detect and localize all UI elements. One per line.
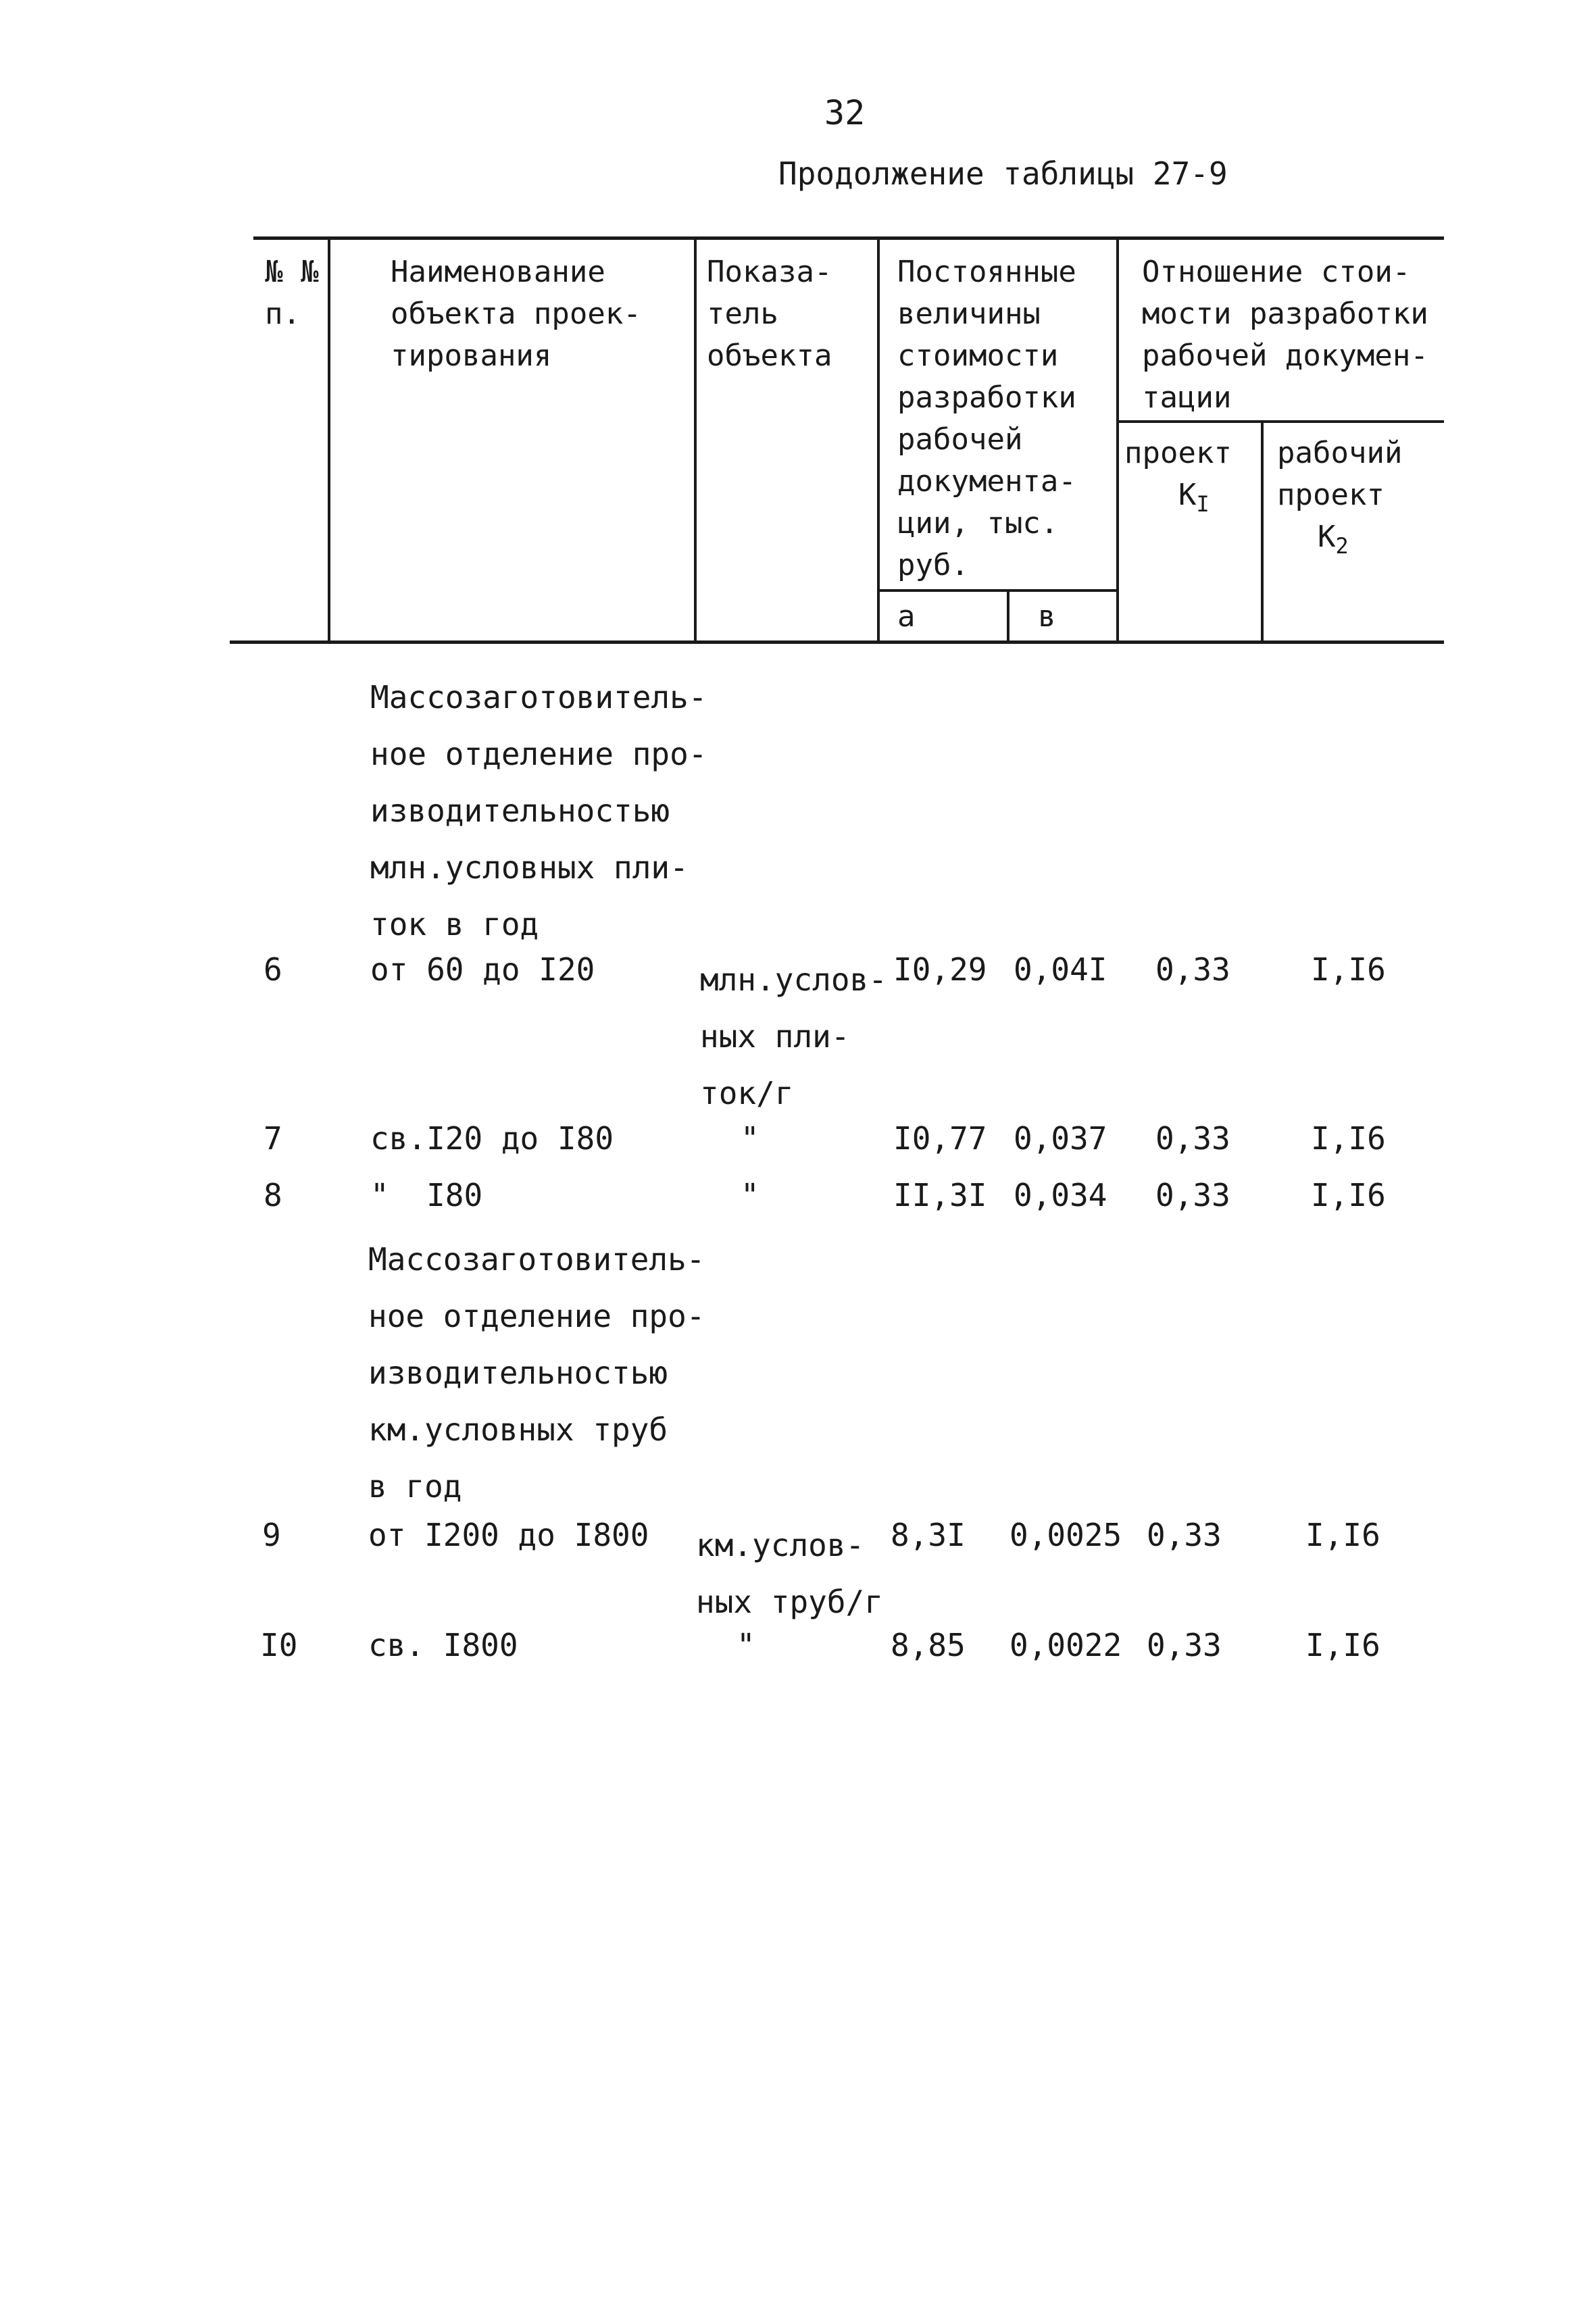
page-number: 32 [824, 93, 866, 132]
row-value-a: 8,85 [891, 1627, 966, 1663]
table-row [0, 1517, 1596, 1620]
header-object-indicator: Показа- тель объекта [707, 255, 832, 373]
header-cost-ratio: Отношение стои- мости разработки рабочей докумен- тации [1142, 255, 1428, 415]
row-k1: 0,33 [1147, 1627, 1222, 1663]
row-value-a: I0,29 [893, 951, 987, 988]
col-divider-3 [877, 236, 880, 642]
table-row [0, 1120, 1596, 1167]
section-title: Массозаготовитель- ное отделение про- изводительностью млн.условных пли- ток в год [370, 679, 707, 942]
row-k2: I,I6 [1305, 1517, 1380, 1553]
row-indicator: " [741, 1120, 759, 1157]
row-value-a: 8,3I [891, 1517, 966, 1553]
row-value-b: 0,034 [1014, 1177, 1107, 1213]
row-value-b: 0,0025 [1009, 1517, 1122, 1553]
row-k2: I,I6 [1311, 1120, 1386, 1157]
table-row [0, 1627, 1596, 1674]
header-object-name: Наименование объекта проек- тирования [391, 255, 641, 373]
header-constant-values: Постоянные величины стоимости разработки рабочей документа- ции, тыс. руб. [897, 255, 1076, 582]
row-object-name: " I80 [370, 1177, 483, 1213]
row-object-name: св. I800 [368, 1627, 518, 1663]
row-k1: 0,33 [1155, 1177, 1230, 1213]
row-number: I0 [260, 1627, 298, 1663]
row-k2: I,I6 [1311, 951, 1386, 988]
row-number: 8 [264, 1177, 282, 1213]
row-value-a: II,3I [893, 1177, 987, 1213]
row-object-name: св.I20 до I80 [370, 1120, 614, 1157]
constants-subheader-rule [878, 589, 1118, 592]
row-k2: I,I6 [1305, 1627, 1380, 1663]
header-number: № № п. [265, 255, 319, 331]
header-top-rule [253, 236, 1444, 240]
section-title: Массозаготовитель- ное отделение про- изводительностью км.условных труб в год [368, 1241, 705, 1505]
row-value-a: I0,77 [893, 1120, 987, 1157]
row-value-b: 0,037 [1014, 1120, 1107, 1157]
row-number: 7 [264, 1120, 282, 1157]
header-subcolumn-b: в [1038, 599, 1056, 634]
row-number: 6 [264, 951, 282, 988]
col-divider-k [1261, 420, 1264, 642]
row-object-name: от I200 до I800 [368, 1517, 649, 1553]
row-number: 9 [262, 1517, 281, 1553]
header-subcolumn-a: а [897, 599, 916, 634]
row-k1: 0,33 [1147, 1517, 1222, 1553]
col-divider-1 [328, 236, 330, 642]
row-object-name: от 60 до I20 [370, 951, 595, 988]
table-continuation-caption: Продолжение таблицы 27-9 [778, 155, 1228, 192]
row-k1: 0,33 [1155, 951, 1230, 988]
row-value-b: 0,0022 [1009, 1627, 1122, 1663]
row-value-b: 0,04I [1014, 951, 1107, 988]
row-indicator: км.услов- ных труб/г [696, 1527, 883, 1620]
ratio-subheader-rule [1118, 420, 1444, 423]
table-row [0, 1177, 1596, 1224]
row-k1: 0,33 [1155, 1120, 1230, 1157]
col-divider-4 [1116, 236, 1119, 642]
header-k2: рабочий проект $K_2$ [1277, 436, 1403, 559]
row-indicator: " [741, 1177, 759, 1213]
header-k1: проект $K_I$ [1124, 436, 1232, 517]
col-divider-2 [694, 236, 697, 642]
col-divider-ab [1007, 589, 1009, 642]
row-k2: I,I6 [1311, 1177, 1386, 1213]
row-indicator: " [737, 1627, 755, 1663]
table-row [0, 951, 1596, 1111]
row-indicator: млн.услов- ных пли- ток/г [700, 961, 887, 1111]
